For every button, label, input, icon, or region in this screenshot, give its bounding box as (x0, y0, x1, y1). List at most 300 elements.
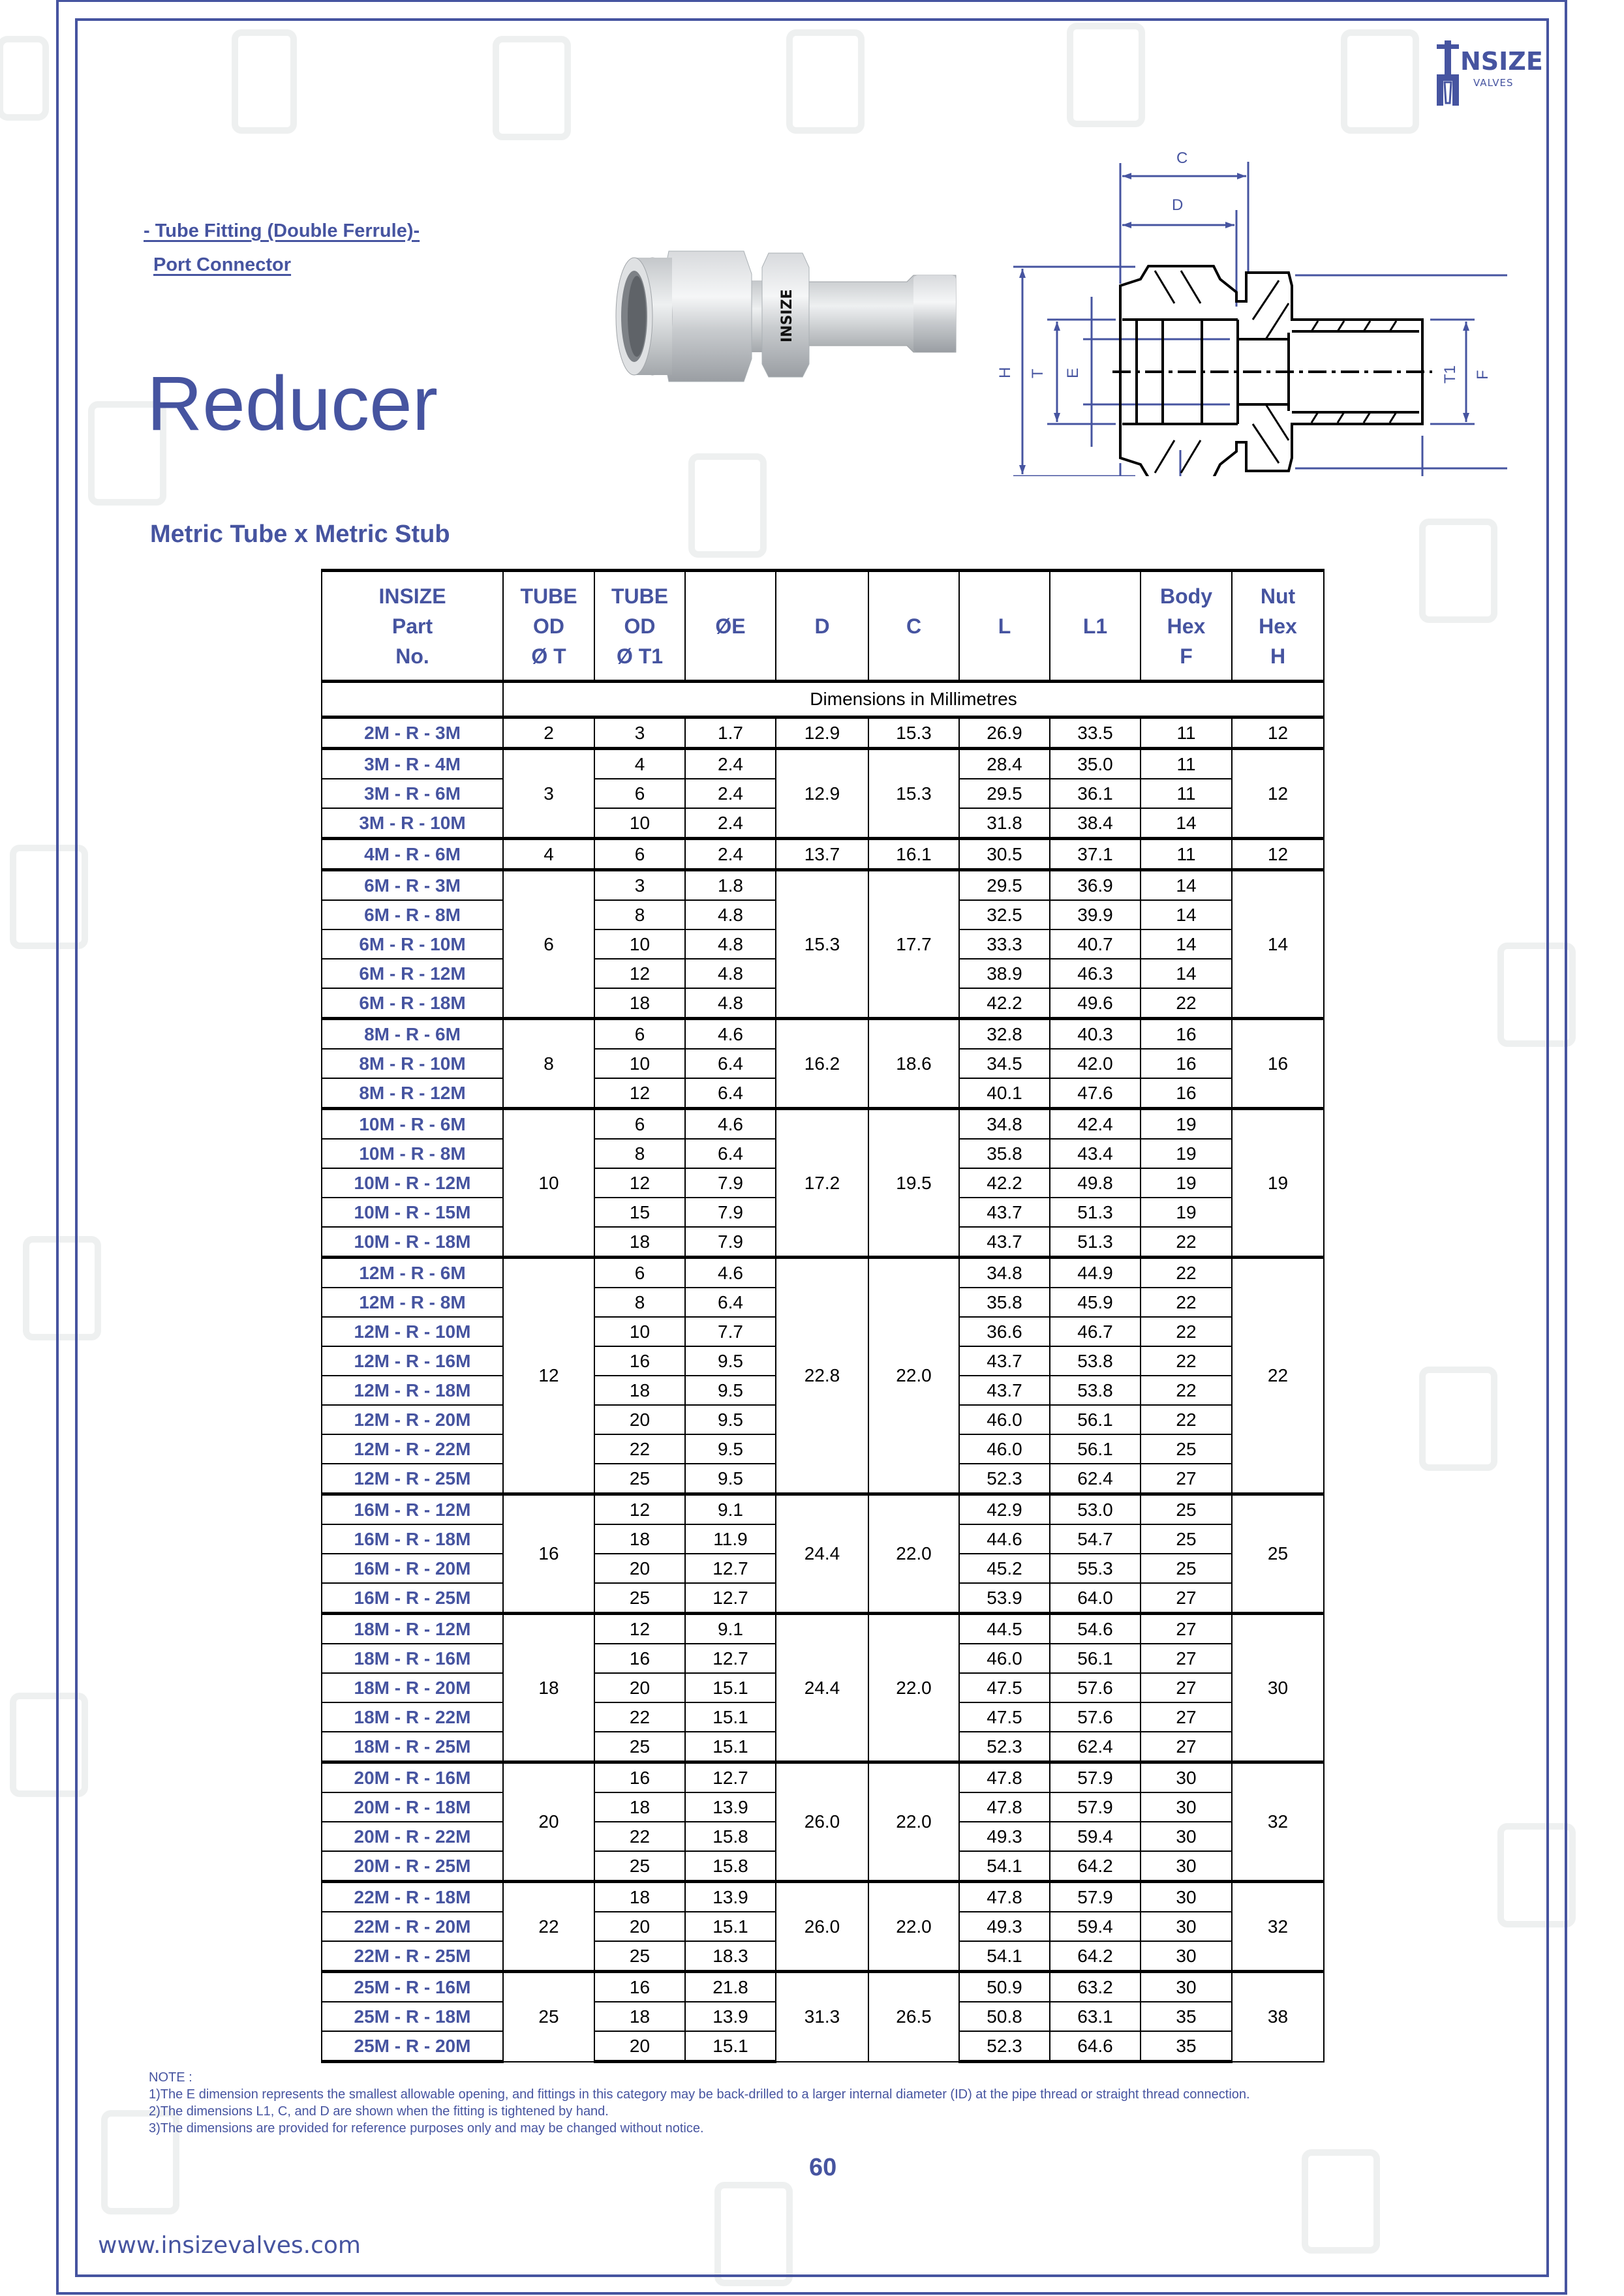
body-hex-f: 11 (1141, 718, 1232, 749)
dim-label-d: D (1172, 196, 1184, 214)
dim-l1: 36.9 (1050, 870, 1141, 901)
tube-od-t1: 4 (594, 749, 685, 779)
dim-l1: 64.0 (1050, 1583, 1141, 1614)
dim-e: 2.4 (685, 749, 776, 779)
dim-label-e: E (1064, 367, 1082, 378)
dim-e: 9.5 (685, 1346, 776, 1376)
column-header-line: INSIZE (378, 584, 446, 608)
body-hex-f: 25 (1141, 1524, 1232, 1554)
dim-l1: 64.6 (1050, 2031, 1141, 2062)
dim-l: 45.2 (959, 1554, 1050, 1583)
dim-e: 11.9 (685, 1524, 776, 1554)
dim-l: 38.9 (959, 959, 1050, 988)
part-number[interactable]: 22M - R - 25M (322, 1941, 503, 1972)
body-hex-f: 22 (1141, 1288, 1232, 1317)
nut-hex-h: 25 (1232, 1494, 1324, 1614)
dim-l1: 43.4 (1050, 1139, 1141, 1168)
tube-od-t1: 3 (594, 870, 685, 901)
nut-hex-h: 30 (1232, 1614, 1324, 1762)
dim-l1: 42.0 (1050, 1049, 1141, 1078)
dim-c: 15.3 (868, 718, 959, 749)
nut-hex-h: 12 (1232, 718, 1324, 749)
body-hex-f: 19 (1141, 1198, 1232, 1227)
column-header-line: L1 (1082, 614, 1108, 638)
dim-l: 42.2 (959, 988, 1050, 1019)
dim-l: 34.8 (959, 1258, 1050, 1288)
part-number[interactable]: 25M - R - 20M (322, 2031, 503, 2062)
table-row (322, 1109, 1324, 1140)
dim-l: 46.0 (959, 1644, 1050, 1673)
dim-d: 15.3 (776, 870, 868, 1019)
tube-od-t1: 10 (594, 929, 685, 959)
part-number[interactable]: 12M - R - 6M (322, 1258, 503, 1288)
dim-l: 43.7 (959, 1376, 1050, 1405)
part-number[interactable]: 12M - R - 18M (322, 1376, 503, 1405)
dim-e: 9.5 (685, 1434, 776, 1464)
body-hex-f: 22 (1141, 1376, 1232, 1405)
dim-l1: 38.4 (1050, 808, 1141, 839)
part-number[interactable]: 10M - R - 6M (322, 1109, 503, 1140)
dim-l1: 63.1 (1050, 2002, 1141, 2031)
part-number[interactable]: 12M - R - 22M (322, 1434, 503, 1464)
tube-od-t: 3 (503, 749, 594, 839)
tube-od-t: 25 (503, 1972, 594, 2062)
dim-c: 22.0 (868, 1494, 959, 1614)
body-hex-f: 16 (1141, 1019, 1232, 1050)
column-header (776, 571, 868, 682)
part-number[interactable]: 3M - R - 10M (322, 808, 503, 839)
dim-c: 22.0 (868, 1614, 959, 1762)
tube-od-t1: 20 (594, 1554, 685, 1583)
dim-l: 47.8 (959, 1762, 1050, 1793)
dim-d: 12.9 (776, 749, 868, 839)
tube-od-t1: 18 (594, 1792, 685, 1822)
part-number[interactable]: 12M - R - 8M (322, 1288, 503, 1317)
dim-l: 35.8 (959, 1139, 1050, 1168)
column-header (1141, 571, 1232, 682)
dim-c: 15.3 (868, 749, 959, 839)
dim-l: 47.8 (959, 1792, 1050, 1822)
product-photo (607, 222, 972, 404)
dim-l: 49.3 (959, 1912, 1050, 1941)
table-row (322, 1494, 1324, 1525)
tube-od-t1: 18 (594, 1227, 685, 1258)
column-header-line: C (906, 614, 922, 638)
dim-e: 2.4 (685, 779, 776, 808)
dim-l1: 40.3 (1050, 1019, 1141, 1050)
body-hex-f: 16 (1141, 1078, 1232, 1109)
dim-l1: 57.9 (1050, 1762, 1141, 1793)
column-header (1232, 571, 1324, 682)
dim-l1: 37.1 (1050, 839, 1141, 870)
dim-l: 53.9 (959, 1583, 1050, 1614)
tube-od-t: 12 (503, 1258, 594, 1494)
table-body (322, 718, 1324, 2062)
dim-e: 4.6 (685, 1109, 776, 1140)
dim-l: 35.8 (959, 1288, 1050, 1317)
tube-od-t1: 6 (594, 839, 685, 870)
dim-e: 1.8 (685, 870, 776, 901)
dim-l: 43.7 (959, 1198, 1050, 1227)
part-number[interactable]: 20M - R - 25M (322, 1851, 503, 1882)
dim-l: 47.8 (959, 1882, 1050, 1912)
dim-e: 4.8 (685, 959, 776, 988)
dim-l1: 53.8 (1050, 1346, 1141, 1376)
dim-label-t1: T1 (1441, 365, 1459, 384)
body-hex-f: 22 (1141, 1258, 1232, 1288)
dim-e: 15.1 (685, 1912, 776, 1941)
tube-od-t1: 16 (594, 1972, 685, 2002)
part-number[interactable]: 3M - R - 6M (322, 779, 503, 808)
body-hex-f: 11 (1141, 839, 1232, 870)
part-number[interactable]: 2M - R - 3M (322, 718, 503, 749)
tube-od-t1: 6 (594, 779, 685, 808)
part-number[interactable]: 6M - R - 3M (322, 870, 503, 901)
part-number[interactable]: 10M - R - 8M (322, 1139, 503, 1168)
column-header-line: H (1270, 644, 1286, 668)
tube-od-t1: 18 (594, 1524, 685, 1554)
part-number[interactable]: 16M - R - 20M (322, 1554, 503, 1583)
category-link[interactable]: - Tube Fitting (Double Ferrule)- (144, 220, 420, 241)
part-number[interactable]: 20M - R - 22M (322, 1822, 503, 1851)
table-row (322, 1762, 1324, 1793)
part-number[interactable]: 10M - R - 15M (322, 1198, 503, 1227)
units-note: Dimensions in Millimetres (503, 682, 1324, 718)
nut-hex-h: 38 (1232, 1972, 1324, 2062)
dim-l: 54.1 (959, 1941, 1050, 1972)
part-number[interactable]: 6M - R - 12M (322, 959, 503, 988)
part-number[interactable]: 18M - R - 25M (322, 1732, 503, 1762)
part-number[interactable]: 8M - R - 12M (322, 1078, 503, 1109)
dim-label-t: T (1029, 369, 1047, 378)
body-hex-f: 30 (1141, 1912, 1232, 1941)
dim-l: 44.5 (959, 1614, 1050, 1644)
tube-od-t1: 6 (594, 1258, 685, 1288)
logo-brand-text: NSIZE (1460, 47, 1543, 76)
dim-e: 15.1 (685, 1673, 776, 1702)
dim-e: 6.4 (685, 1078, 776, 1109)
dim-c: 22.0 (868, 1762, 959, 1882)
body-hex-f: 16 (1141, 1049, 1232, 1078)
dim-e: 6.4 (685, 1049, 776, 1078)
body-hex-f: 25 (1141, 1434, 1232, 1464)
tube-od-t1: 12 (594, 959, 685, 988)
dim-l: 29.5 (959, 779, 1050, 808)
tube-od-t1: 16 (594, 1346, 685, 1376)
dim-l1: 33.5 (1050, 718, 1141, 749)
body-hex-f: 30 (1141, 1941, 1232, 1972)
body-hex-f: 22 (1141, 1317, 1232, 1346)
dim-l1: 54.6 (1050, 1614, 1141, 1644)
part-number[interactable]: 6M - R - 8M (322, 900, 503, 929)
tube-od-t1: 12 (594, 1168, 685, 1198)
nut-hex-h: 16 (1232, 1019, 1324, 1109)
part-number[interactable]: 12M - R - 10M (322, 1317, 503, 1346)
dim-l: 29.5 (959, 870, 1050, 901)
page-number: 60 (809, 2154, 837, 2181)
part-number[interactable]: 18M - R - 16M (322, 1644, 503, 1673)
dim-c: 18.6 (868, 1019, 959, 1109)
dim-l1: 39.9 (1050, 900, 1141, 929)
dim-l1: 59.4 (1050, 1822, 1141, 1851)
tube-od-t1: 6 (594, 1019, 685, 1050)
dim-c: 22.0 (868, 1882, 959, 1972)
tube-od-t: 2 (503, 718, 594, 749)
part-number[interactable]: 12M - R - 16M (322, 1346, 503, 1376)
body-hex-f: 27 (1141, 1673, 1232, 1702)
dim-l: 44.6 (959, 1524, 1050, 1554)
part-number[interactable]: 22M - R - 18M (322, 1882, 503, 1912)
dim-l: 50.9 (959, 1972, 1050, 2002)
part-number[interactable]: 6M - R - 10M (322, 929, 503, 959)
part-number[interactable]: 18M - R - 12M (322, 1614, 503, 1644)
part-number[interactable]: 12M - R - 20M (322, 1405, 503, 1434)
table-row (322, 870, 1324, 901)
tube-od-t1: 12 (594, 1494, 685, 1525)
dim-l1: 55.3 (1050, 1554, 1141, 1583)
dim-e: 7.9 (685, 1227, 776, 1258)
body-hex-f: 14 (1141, 900, 1232, 929)
dimensions-table (321, 569, 1325, 2063)
tube-od-t: 20 (503, 1762, 594, 1882)
dim-l: 47.5 (959, 1673, 1050, 1702)
tube-od-t1: 12 (594, 1614, 685, 1644)
dim-e: 13.9 (685, 2002, 776, 2031)
dim-e: 6.4 (685, 1288, 776, 1317)
body-hex-f: 25 (1141, 1494, 1232, 1525)
dim-d: 26.0 (776, 1882, 868, 1972)
website-link[interactable]: www.insizevalves.com (98, 2232, 361, 2259)
dim-label-f: F (1474, 370, 1492, 380)
body-hex-f: 30 (1141, 1851, 1232, 1882)
column-header (959, 571, 1050, 682)
tube-od-t1: 15 (594, 1198, 685, 1227)
tube-od-t: 10 (503, 1109, 594, 1258)
body-hex-f: 25 (1141, 1554, 1232, 1583)
dim-l1: 57.9 (1050, 1792, 1141, 1822)
dim-e: 13.9 (685, 1882, 776, 1912)
dim-l1: 53.0 (1050, 1494, 1141, 1525)
dim-l1: 56.1 (1050, 1434, 1141, 1464)
part-number[interactable]: 20M - R - 18M (322, 1792, 503, 1822)
part-number[interactable]: 16M - R - 18M (322, 1524, 503, 1554)
column-header (503, 571, 594, 682)
part-number[interactable]: 16M - R - 25M (322, 1583, 503, 1614)
body-hex-f: 27 (1141, 1644, 1232, 1673)
tube-od-t1: 10 (594, 1049, 685, 1078)
dim-l1: 62.4 (1050, 1464, 1141, 1494)
column-header-line: No. (395, 644, 429, 668)
dim-l: 32.5 (959, 900, 1050, 929)
body-hex-f: 22 (1141, 1405, 1232, 1434)
body-hex-f: 27 (1141, 1702, 1232, 1732)
tube-od-t1: 25 (594, 1851, 685, 1882)
tube-od-t: 16 (503, 1494, 594, 1614)
body-hex-f: 14 (1141, 959, 1232, 988)
body-hex-f: 27 (1141, 1464, 1232, 1494)
column-header-line: OD (533, 614, 564, 638)
body-hex-f: 27 (1141, 1732, 1232, 1762)
dim-e: 4.8 (685, 900, 776, 929)
dim-l1: 51.3 (1050, 1198, 1141, 1227)
dim-e: 15.1 (685, 2031, 776, 2062)
dim-e: 18.3 (685, 1941, 776, 1972)
dim-d: 22.8 (776, 1258, 868, 1494)
dim-d: 13.7 (776, 839, 868, 870)
dim-l1: 57.9 (1050, 1882, 1141, 1912)
dimension-diagram (992, 124, 1507, 476)
dim-e: 4.6 (685, 1258, 776, 1288)
part-number[interactable]: 12M - R - 25M (322, 1464, 503, 1494)
body-hex-f: 11 (1141, 779, 1232, 808)
dim-l1: 47.6 (1050, 1078, 1141, 1109)
nut-hex-h: 22 (1232, 1258, 1324, 1494)
column-header (594, 571, 685, 682)
body-hex-f: 30 (1141, 1882, 1232, 1912)
part-number[interactable]: 10M - R - 12M (322, 1168, 503, 1198)
dim-e: 2.4 (685, 839, 776, 870)
nut-hex-h: 19 (1232, 1109, 1324, 1258)
dim-e: 9.5 (685, 1464, 776, 1494)
tube-od-t1: 8 (594, 900, 685, 929)
dim-l1: 46.3 (1050, 959, 1141, 988)
table-row (322, 718, 1324, 749)
dim-c: 17.7 (868, 870, 959, 1019)
tube-od-t1: 18 (594, 988, 685, 1019)
dim-e: 4.8 (685, 929, 776, 959)
nut-hex-h: 12 (1232, 749, 1324, 839)
dim-l1: 40.7 (1050, 929, 1141, 959)
body-hex-f: 30 (1141, 1822, 1232, 1851)
tube-od-t: 22 (503, 1882, 594, 1972)
dim-l1: 57.6 (1050, 1673, 1141, 1702)
dim-l1: 45.9 (1050, 1288, 1141, 1317)
body-hex-f: 19 (1141, 1109, 1232, 1140)
tube-od-t1: 22 (594, 1702, 685, 1732)
tube-od-t1: 18 (594, 1882, 685, 1912)
body-hex-f: 27 (1141, 1583, 1232, 1614)
page-title: Reducer (147, 361, 438, 447)
table-row (322, 1882, 1324, 1912)
part-number[interactable]: 8M - R - 6M (322, 1019, 503, 1050)
tube-od-t1: 22 (594, 1822, 685, 1851)
section-subtitle: Metric Tube x Metric Stub (150, 521, 450, 548)
column-header-line: TUBE (611, 584, 669, 608)
table-row (322, 749, 1324, 779)
dim-e: 7.7 (685, 1317, 776, 1346)
tube-od-t1: 25 (594, 1464, 685, 1494)
part-number[interactable]: 16M - R - 12M (322, 1494, 503, 1525)
dim-d: 17.2 (776, 1109, 868, 1258)
insize-logo (1435, 40, 1543, 106)
tube-od-t1: 10 (594, 1317, 685, 1346)
column-header-line: Hex (1167, 614, 1206, 638)
logo-tagline: VALVES (1473, 77, 1514, 89)
subcategory-link[interactable]: Port Connector (153, 254, 292, 275)
dim-e: 9.1 (685, 1494, 776, 1525)
dim-l: 49.3 (959, 1822, 1050, 1851)
tube-od-t1: 8 (594, 1139, 685, 1168)
body-hex-f: 30 (1141, 1792, 1232, 1822)
dim-l: 43.7 (959, 1227, 1050, 1258)
dim-l: 28.4 (959, 749, 1050, 779)
part-number[interactable]: 25M - R - 18M (322, 2002, 503, 2031)
dim-e: 9.5 (685, 1376, 776, 1405)
tube-od-t1: 8 (594, 1288, 685, 1317)
dim-l1: 51.3 (1050, 1227, 1141, 1258)
part-number[interactable]: 20M - R - 16M (322, 1762, 503, 1793)
table-row (322, 839, 1324, 870)
nut-hex-h: 14 (1232, 870, 1324, 1019)
dim-l: 50.8 (959, 2002, 1050, 2031)
dim-l1: 42.4 (1050, 1109, 1141, 1140)
part-number[interactable]: 18M - R - 20M (322, 1673, 503, 1702)
tube-od-t1: 20 (594, 1673, 685, 1702)
dim-l: 34.8 (959, 1109, 1050, 1140)
part-number[interactable]: 22M - R - 20M (322, 1912, 503, 1941)
table-row (322, 1258, 1324, 1288)
part-number[interactable]: 10M - R - 18M (322, 1227, 503, 1258)
body-hex-f: 30 (1141, 1762, 1232, 1793)
part-number[interactable]: 4M - R - 6M (322, 839, 503, 870)
part-number[interactable]: 18M - R - 22M (322, 1702, 503, 1732)
dim-l: 47.5 (959, 1702, 1050, 1732)
column-header-line: Ø T1 (616, 644, 664, 668)
dim-e: 12.7 (685, 1762, 776, 1793)
body-hex-f: 11 (1141, 749, 1232, 779)
dim-e: 4.6 (685, 1019, 776, 1050)
tube-od-t1: 25 (594, 1941, 685, 1972)
dim-l: 54.1 (959, 1851, 1050, 1882)
dim-l1: 64.2 (1050, 1851, 1141, 1882)
body-hex-f: 14 (1141, 929, 1232, 959)
tube-od-t1: 12 (594, 1078, 685, 1109)
dim-l1: 46.7 (1050, 1317, 1141, 1346)
dim-c: 26.5 (868, 1972, 959, 2062)
column-header-line: D (814, 614, 830, 638)
body-hex-f: 22 (1141, 1346, 1232, 1376)
part-number[interactable]: 25M - R - 16M (322, 1972, 503, 2002)
dim-e: 2.4 (685, 808, 776, 839)
tube-od-t1: 18 (594, 1376, 685, 1405)
dim-e: 9.1 (685, 1614, 776, 1644)
part-number[interactable]: 8M - R - 10M (322, 1049, 503, 1078)
product-brand-mark: INSIZE (779, 289, 795, 342)
table-row (322, 1614, 1324, 1644)
nut-hex-h: 12 (1232, 839, 1324, 870)
body-hex-f: 35 (1141, 2002, 1232, 2031)
dim-l: 31.8 (959, 808, 1050, 839)
column-header-line: TUBE (520, 584, 577, 608)
tube-od-t1: 20 (594, 1405, 685, 1434)
body-hex-f: 22 (1141, 988, 1232, 1019)
column-header-line: Ø T (531, 644, 566, 668)
dim-e: 9.5 (685, 1405, 776, 1434)
part-number[interactable]: 3M - R - 4M (322, 749, 503, 779)
dim-l1: 54.7 (1050, 1524, 1141, 1554)
note-item-2: 2)The dimensions L1, C, and D are shown when the fitting is tightened by hand. (149, 2104, 609, 2119)
tube-od-t: 6 (503, 870, 594, 1019)
part-number[interactable]: 6M - R - 18M (322, 988, 503, 1019)
dim-l1: 56.1 (1050, 1405, 1141, 1434)
dim-l: 30.5 (959, 839, 1050, 870)
column-header-line: ØE (715, 614, 746, 638)
dim-l1: 56.1 (1050, 1644, 1141, 1673)
dim-e: 12.7 (685, 1583, 776, 1614)
note-item-1: 1)The E dimension represents the smallest allowable opening, and fittings in this category may be back-drilled to a larger internal diameter (ID) at the pipe thread or straight thread connection. (149, 2087, 1250, 2102)
dim-e: 7.9 (685, 1168, 776, 1198)
dim-e: 12.7 (685, 1644, 776, 1673)
